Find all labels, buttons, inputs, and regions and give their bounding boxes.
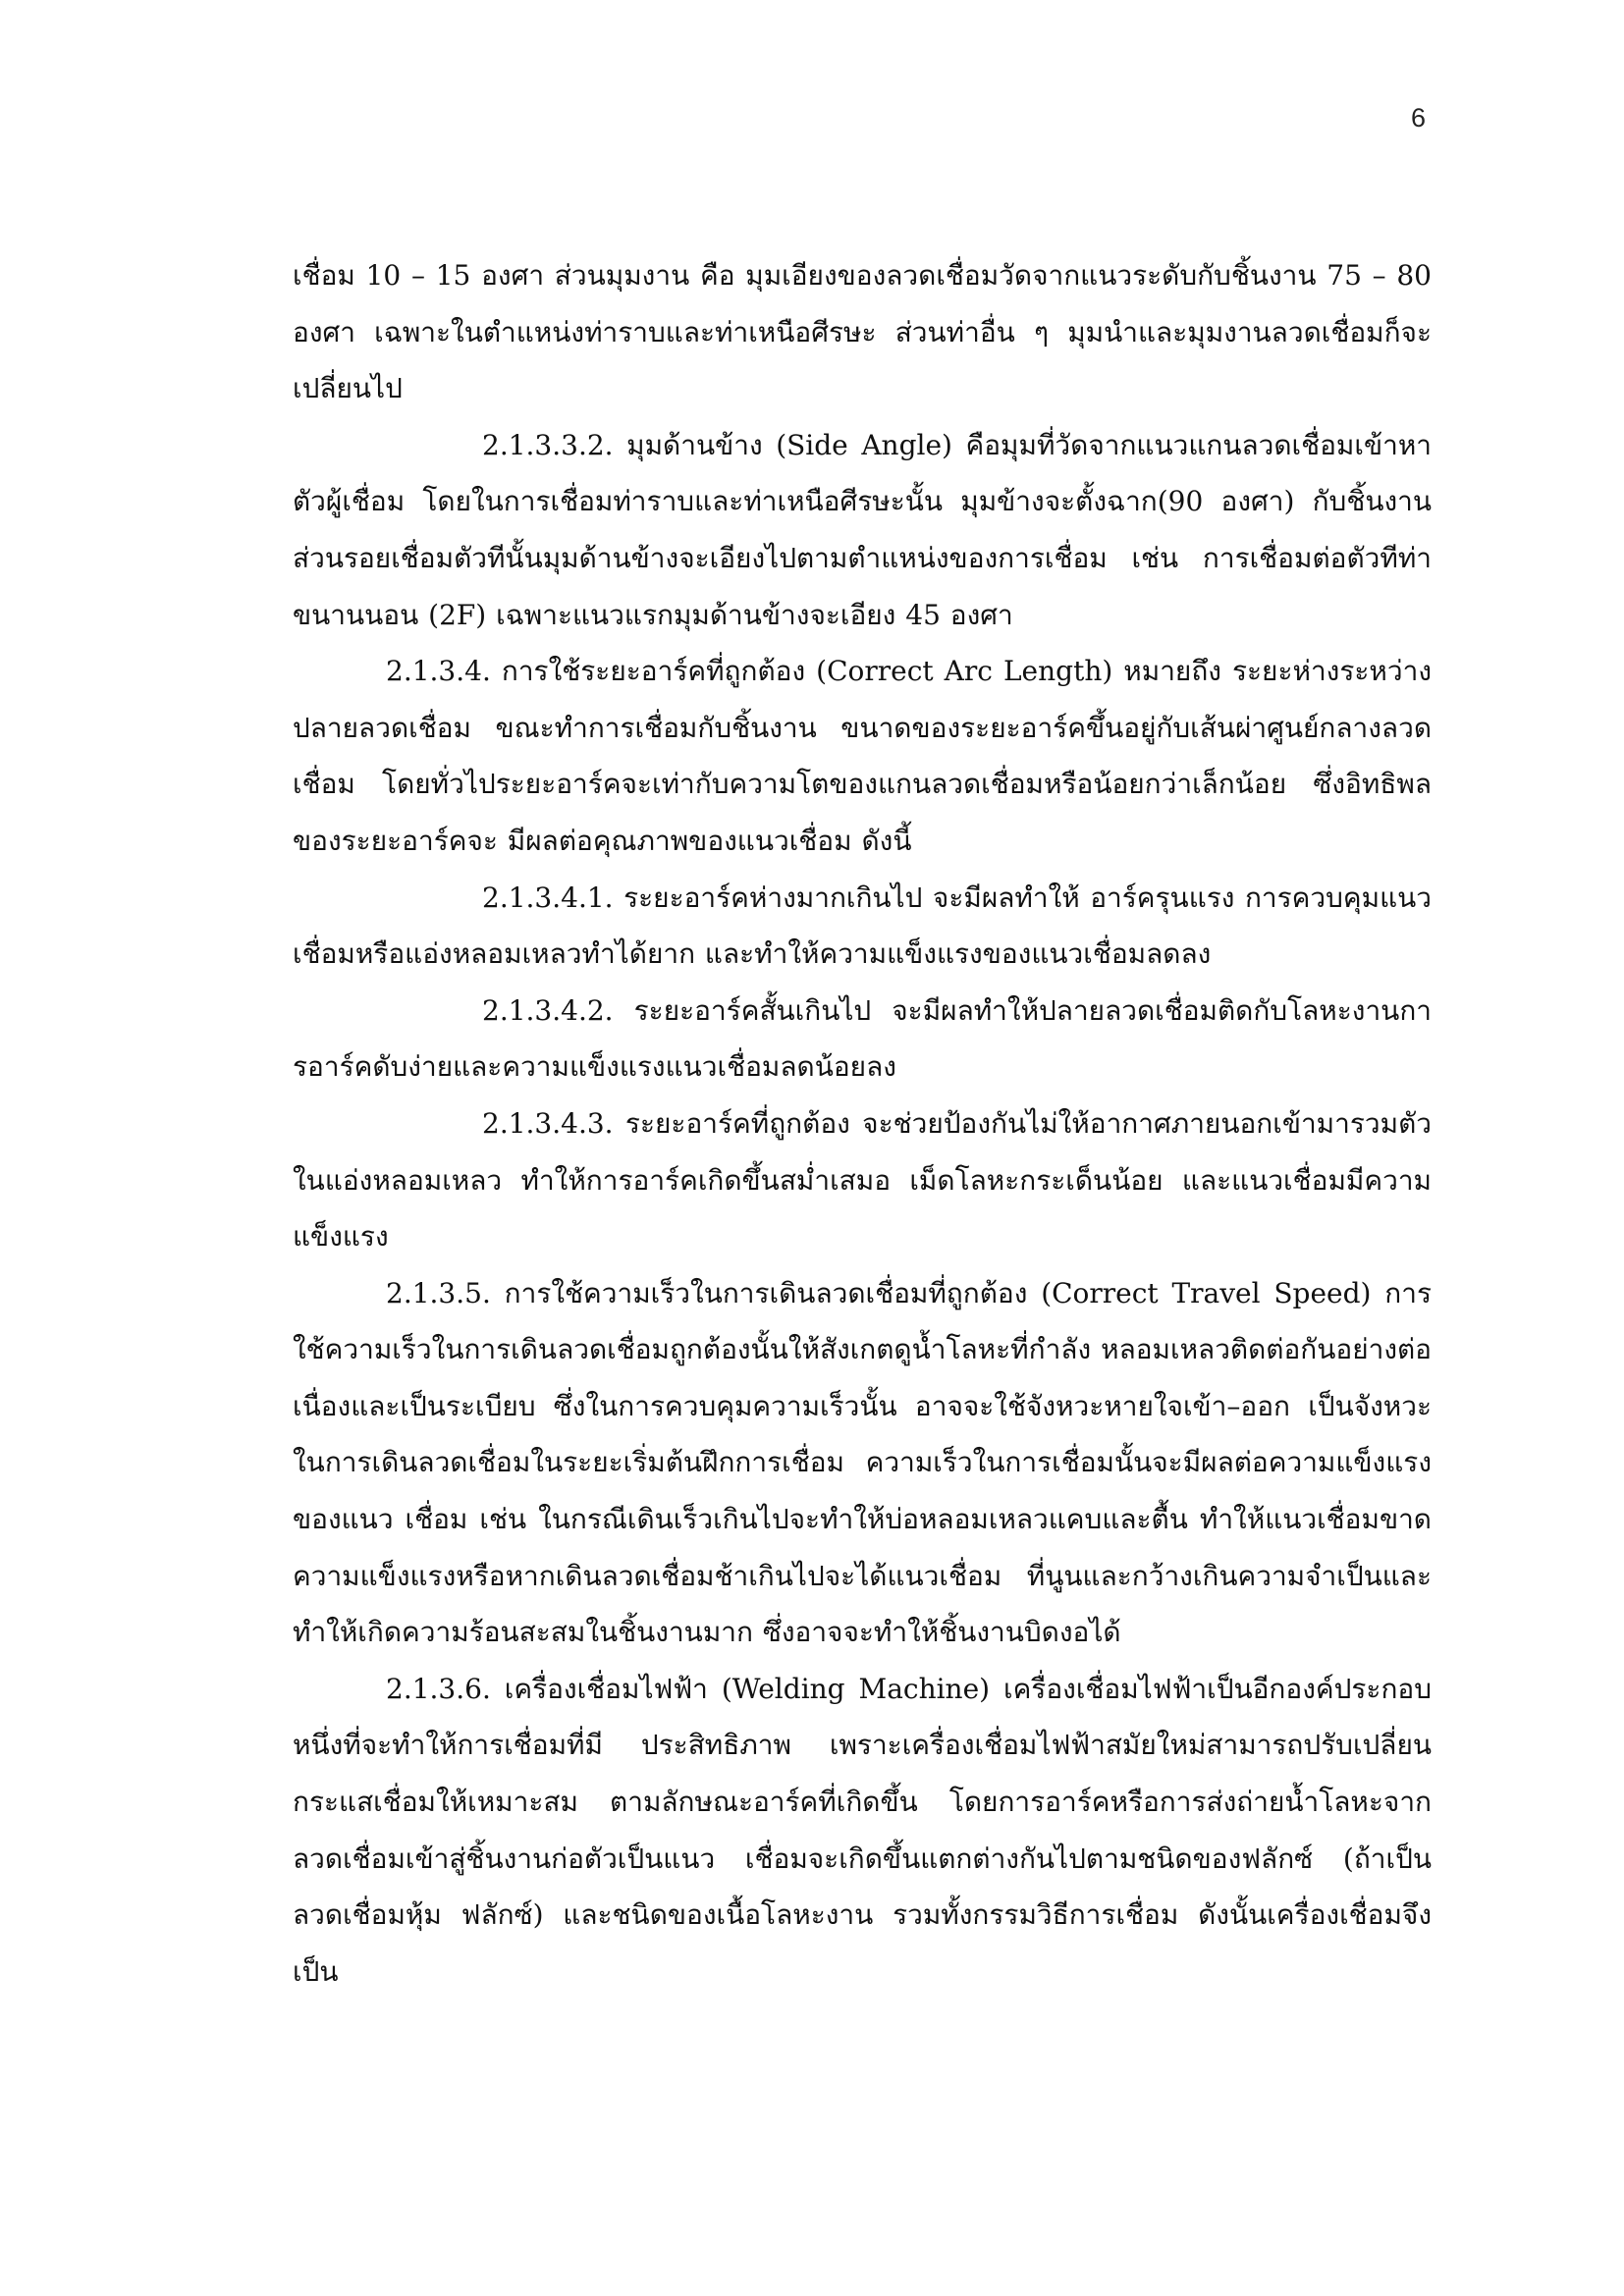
document-body	[293, 247, 1432, 2000]
paragraph-arc-too-short: 2.1.3.4.2. ระยะอาร์คสั้นเกินไป จะมีผลทำให้ปลายลวดเชื่อมติดกับโลหะงานการอาร์คดับง่ายและความแข็งแรงแนวเชื่อมลดน้อยลง	[293, 993, 1432, 1084]
paragraph-angle-continuation: เชื่อม 10 – 15 องศา ส่วนมุมงาน คือ มุมเอียงของลวดเชื่อมวัดจากแนวระดับกับชิ้นงาน 75 – 80 องศา เฉพาะในตำแหน่งท่าราบและท่าเหนือศีรษะ ส่วนท่าอื่น ๆ มุมนำและมุมงานลวดเชื่อมก็จะเปลี่ยนไป	[293, 259, 1432, 405]
paragraph-arc-too-long: 2.1.3.4.1. ระยะอาร์คห่างมากเกินไป จะมีผลทำให้ อาร์ครุนแรง การควบคุมแนวเชื่อมหรือแอ่งหลอมเหลวทำได้ยาก และทำให้ความแข็งแรงของแนวเชื่อมลดลง	[293, 881, 1432, 971]
paragraph-travel-speed: 2.1.3.5. การใช้ความเร็วในการเดินลวดเชื่อมที่ถูกต้อง (Correct Travel Speed) การใช้ความเร็วในการเดินลวดเชื่อมถูกต้องนั้นให้สังเกตดูน้ำโลหะที่กำลัง หลอมเหลวติดต่อกันอย่างต่อเนื่องและเป็นระเบียบ ซึ่งในการควบคุมความเร็วนั้น อาจจะใช้จังหวะหายใจเข้า–ออก เป็นจังหวะในการเดินลวดเชื่อมในระยะเริ่มต้นฝึกการเชื่อม ความเร็วในการเชื่อมนั้นจะมีผลต่อความแข็งแรงของแนว เชื่อม เช่น ในกรณีเดินเร็วเกินไปจะทำให้บ่อหลอมเหลวแคบและตื้น ทำให้แนวเชื่อมขาดความแข็งแรงหรือหากเดินลวดเชื่อมช้าเกินไปจะได้แนวเชื่อม ที่นูนและกว้างเกินความจำเป็นและทำให้เกิดความร้อนสะสมในชิ้นงานมาก ซึ่งอาจจะทำให้ชิ้นงานบิดงอได้	[293, 1276, 1432, 1649]
page-number: 6	[1410, 103, 1426, 133]
paragraph-welding-machine: 2.1.3.6. เครื่องเชื่อมไฟฟ้า (Welding Machine) เครื่องเชื่อมไฟฟ้าเป็นอีกองค์ประกอบหนึ่งที่จะทำให้การเชื่อมที่มี ประสิทธิภาพ เพราะเครื่องเชื่อมไฟฟ้าสมัยใหม่สามารถปรับเปลี่ยนกระแสเชื่อมให้เหมาะสม ตามลักษณะอาร์คที่เกิดขึ้น โดยการอาร์คหรือการส่งถ่ายน้ำโลหะจากลวดเชื่อมเข้าสู่ชิ้นงานก่อตัวเป็นแนว เชื่อมจะเกิดขึ้นแตกต่างกันไปตามชนิดของฟลักซ์ (ถ้าเป็นลวดเชื่อมหุ้ม ฟลักซ์) และชนิดของเนื้อโลหะงาน รวมทั้งกรรมวิธีการเชื่อม ดังนั้นเครื่องเชื่อมจึงเป็น	[293, 1672, 1432, 1988]
paragraph-arc-correct: 2.1.3.4.3. ระยะอาร์คที่ถูกต้อง จะช่วยป้องกันไม่ให้อากาศภายนอกเข้ามารวมตัวในแอ่งหลอมเหลว ทำให้การอาร์คเกิดขึ้นสม่ำเสมอ เม็ดโลหะกระเด็นน้อย และแนวเชื่อมมีความแข็งแรง	[293, 1106, 1432, 1254]
paragraph-side-angle: 2.1.3.3.2. มุมด้านข้าง (Side Angle) คือมุมที่วัดจากแนวแกนลวดเชื่อมเข้าหาตัวผู้เชื่อม โดยในการเชื่อมท่าราบและท่าเหนือศีรษะนั้น มุมข้างจะตั้งฉาก(90 องศา) กับชิ้นงาน ส่วนรอยเชื่อมตัวทีนั้นมุมด้านข้างจะเอียงไปตามตำแหน่งของการเชื่อม เช่น การเชื่อมต่อตัวทีท่าขนานนอน (2F) เฉพาะแนวแรกมุมด้านข้างจะเอียง 45 องศา	[293, 428, 1432, 631]
paragraph-correct-arc-length: 2.1.3.4. การใช้ระยะอาร์คที่ถูกต้อง (Correct Arc Length) หมายถึง ระยะห่างระหว่างปลายลวดเชื่อม ขณะทำการเชื่อมกับชิ้นงาน ขนาดของระยะอาร์คขึ้นอยู่กับเส้นผ่าศูนย์กลางลวดเชื่อม โดยทั่วไประยะอาร์คจะเท่ากับความโตของแกนลวดเชื่อมหรือน้อยกว่าเล็กน้อย ซึ่งอิทธิพลของระยะอาร์คจะ มีผลต่อคุณภาพของแนวเชื่อม ดังนี้	[293, 655, 1432, 857]
